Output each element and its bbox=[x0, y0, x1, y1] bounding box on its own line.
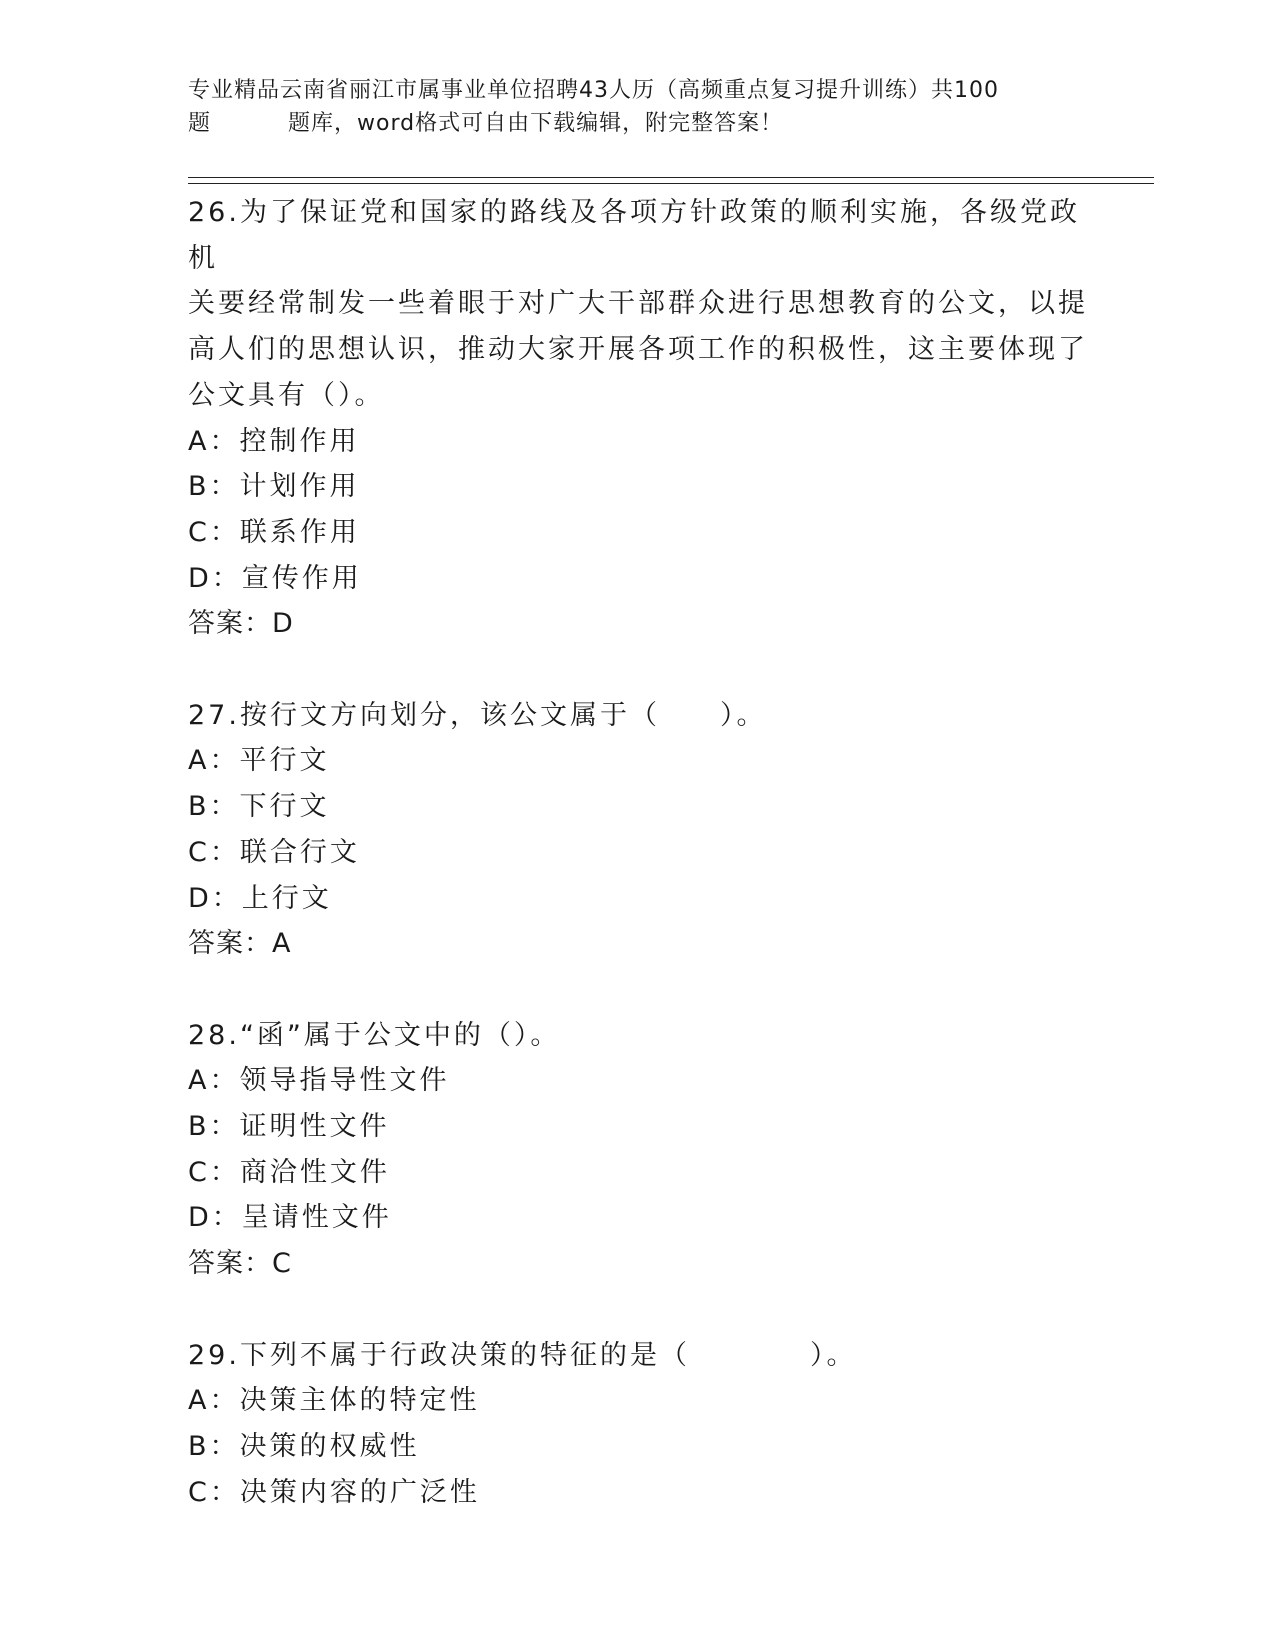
option-b: B：计划作用 bbox=[188, 471, 360, 503]
spacer bbox=[188, 967, 1088, 1013]
header-line-1: 专业精品云南省丽江市属事业单位招聘43人历（高频重点复习提升训练）共100 bbox=[188, 78, 999, 103]
document-header bbox=[188, 74, 1088, 140]
option-c: C：联系作用 bbox=[188, 516, 360, 548]
header-rule-top bbox=[188, 177, 1154, 178]
question-stem-line: 关要经常制发一些着眼于对广大干部群众进行思想教育的公文，以提 bbox=[188, 288, 1088, 320]
option-a: A：控制作用 bbox=[188, 425, 360, 457]
option-c: C：联合行文 bbox=[188, 836, 360, 868]
spacer bbox=[188, 1287, 1088, 1333]
option-d: D：宣传作用 bbox=[188, 562, 362, 594]
answer-line: 答案：C bbox=[188, 1248, 292, 1280]
question-27 bbox=[188, 693, 1088, 967]
answer-line: 答案：A bbox=[188, 928, 292, 960]
question-stem-line: 29.下列不属于行政决策的特征的是（ ）。 bbox=[188, 1339, 857, 1371]
option-c: C：商洽性文件 bbox=[188, 1156, 390, 1188]
question-28 bbox=[188, 1013, 1088, 1287]
header-line-2 bbox=[188, 107, 1088, 140]
answer-line: 答案：D bbox=[188, 608, 294, 640]
question-stem-line: 28.“函”属于公文中的（）。 bbox=[188, 1019, 561, 1051]
question-stem-line: 27.按行文方向划分，该公文属于（ ）。 bbox=[188, 699, 767, 731]
question-29 bbox=[188, 1333, 1088, 1516]
header-line-2-left: 题 bbox=[188, 111, 212, 136]
question-stem-line: 26.为了保证党和国家的路线及各项方针政策的顺利实施，各级党政机 bbox=[188, 197, 1080, 274]
question-list bbox=[188, 190, 1088, 1515]
option-d: D：上行文 bbox=[188, 882, 332, 914]
spacer bbox=[188, 647, 1088, 693]
option-a: A：领导指导性文件 bbox=[188, 1065, 450, 1097]
question-stem-line: 公文具有（）。 bbox=[188, 379, 385, 411]
header-line-2-right: 题库，word格式可自由下载编辑，附完整答案！ bbox=[288, 111, 784, 136]
option-b: B：决策的权威性 bbox=[188, 1430, 420, 1462]
option-c: C：决策内容的广泛性 bbox=[188, 1476, 480, 1508]
option-d: D：呈请性文件 bbox=[188, 1202, 392, 1234]
question-stem-line: 高人们的思想认识，推动大家开展各项工作的积极性，这主要体现了 bbox=[188, 334, 1088, 366]
option-b: B：下行文 bbox=[188, 791, 330, 823]
question-26 bbox=[188, 190, 1088, 647]
option-a: A：平行文 bbox=[188, 745, 330, 777]
header-rule-bottom bbox=[188, 183, 1154, 184]
option-b: B：证明性文件 bbox=[188, 1111, 390, 1143]
option-a: A：决策主体的特定性 bbox=[188, 1385, 480, 1417]
